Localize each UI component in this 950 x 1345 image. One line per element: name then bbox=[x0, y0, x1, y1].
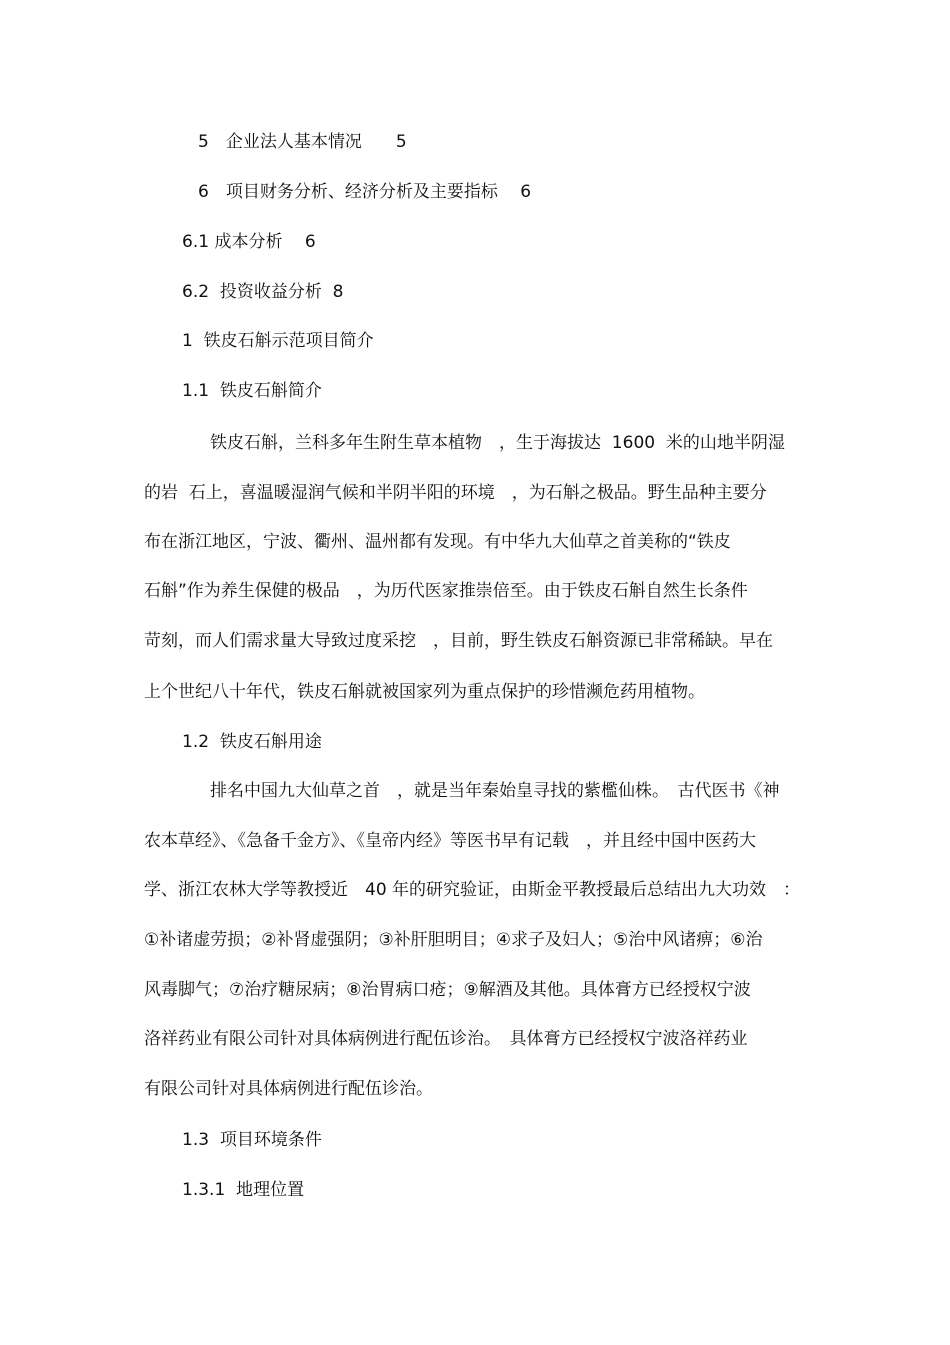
paragraph-usage-line: ①补诸虚劳损；②补肾虚强阴；③补肝胆明目；④求子及妇人；⑤治中风诸痹；⑥治 bbox=[144, 930, 763, 950]
paragraph-intro-line: 石斛”作为养生保健的极品 ，为历代医家推崇倍至。由于铁皮石斛自然生长条件 bbox=[144, 581, 748, 601]
paragraph-usage-line: 农本草经》、《急备千金方》、《皇帝内经》等医书早有记载 ，并且经中国中医药大 bbox=[144, 831, 756, 851]
toc-entry-6-1: 6.1 成本分析 6 bbox=[182, 232, 316, 252]
paragraph-intro-line: 布在浙江地区，宁波、衢州、温州都有发现。有中华九大仙草之首美称的“铁皮 bbox=[144, 532, 731, 552]
toc-entry-6: 6 项目财务分析、经济分析及主要指标 6 bbox=[198, 182, 532, 202]
paragraph-usage-line: 学、浙江农林大学等教授近 40 年的研究验证，由斯金平教授最后总结出九大功效 ： bbox=[144, 880, 801, 900]
paragraph-usage-line: 排名中国九大仙草之首 ，就是当年秦始皇寻找的紫檻仙株。 古代医书《神 bbox=[210, 781, 780, 801]
paragraph-intro-line: 的岩 石上，喜温暖湿润气候和半阴半阳的环境 ，为石斛之极品。野生品种主要分 bbox=[144, 483, 767, 503]
paragraph-intro-line: 铁皮石斛，兰科多年生附生草本植物 ，生于海拔达 1600 米的山地半阴湿 bbox=[210, 433, 785, 453]
section-heading-1-2: 1.2 铁皮石斛用途 bbox=[182, 732, 322, 752]
paragraph-intro-line: 苛刻，而人们需求量大导致过度采挖 ，目前，野生铁皮石斛资源已非常稀缺。早在 bbox=[144, 631, 773, 651]
section-heading-1-1: 1.1 铁皮石斛简介 bbox=[182, 381, 322, 401]
toc-entry-6-2: 6.2 投资收益分析 8 bbox=[182, 282, 344, 302]
section-heading-1-3: 1.3 项目环境条件 bbox=[182, 1130, 322, 1150]
paragraph-usage-line: 洛祥药业有限公司针对具体病例进行配伍诊治。 具体膏方已经授权宁波洛祥药业 bbox=[144, 1029, 748, 1049]
paragraph-usage-line: 有限公司针对具体病例进行配伍诊治。 bbox=[144, 1079, 433, 1099]
paragraph-usage-line: 风毒脚气；⑦治疗糖尿病；⑧治胃病口疮；⑨解酒及其他。具体膏方已经授权宁波 bbox=[144, 980, 751, 1000]
paragraph-intro-line: 上个世纪八十年代，铁皮石斛就被国家列为重点保护的珍惜濒危药用植物。 bbox=[144, 682, 705, 702]
section-heading-1-3-1: 1.3.1 地理位置 bbox=[182, 1180, 305, 1200]
section-heading-1: 1 铁皮石斛示范项目简介 bbox=[182, 331, 374, 351]
toc-entry-5: 5 企业法人基本情况 5 bbox=[198, 132, 407, 152]
